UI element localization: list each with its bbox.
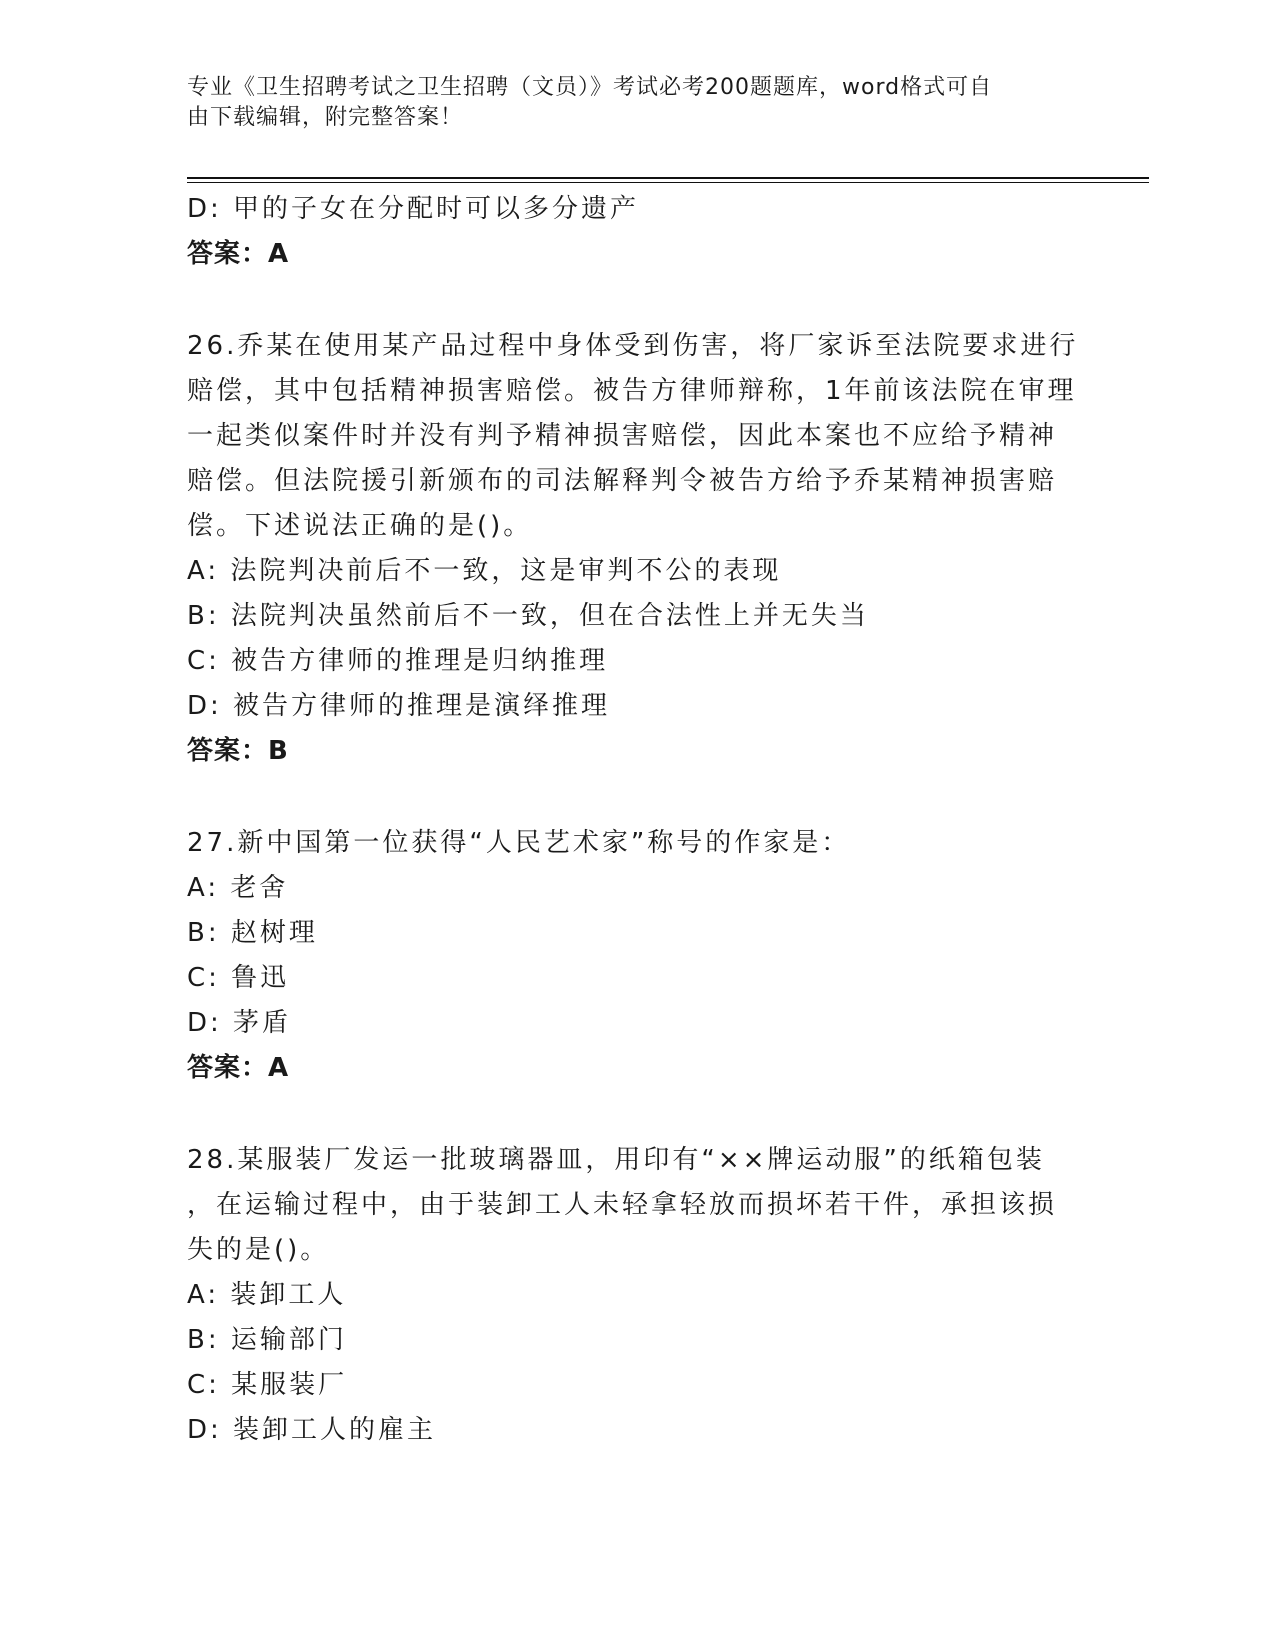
header-line-1: 专业《卫生招聘考试之卫生招聘（文员）》考试必考200题题库，word格式可自 xyxy=(187,75,993,100)
question-25-tail xyxy=(187,187,1087,277)
question-stem-line: 26.乔某在使用某产品过程中身体受到伤害，将厂家诉至法院要求进行 xyxy=(187,331,1079,361)
spacer xyxy=(187,1091,1087,1138)
answer-line: 答案：A xyxy=(187,1053,290,1083)
spacer xyxy=(187,277,1087,324)
question-28 xyxy=(187,1138,1087,1453)
header-rule-thick xyxy=(187,177,1149,179)
question-stem-line: 失的是()。 xyxy=(187,1235,330,1265)
spacer xyxy=(187,774,1087,821)
option-c: C: 鲁迅 xyxy=(187,963,290,993)
option-a: A: 法院判决前后不一致，这是审判不公的表现 xyxy=(187,556,782,586)
option-d: D: 甲的子女在分配时可以多分遗产 xyxy=(187,194,640,224)
question-27 xyxy=(187,821,1087,1091)
option-a: A: 老舍 xyxy=(187,873,289,903)
answer-line: 答案：A xyxy=(187,239,290,269)
answer-line: 答案：B xyxy=(187,736,289,766)
question-stem-line: 一起类似案件时并没有判予精神损害赔偿，因此本案也不应给予精神 xyxy=(187,421,1058,451)
question-stem-line: 偿。下述说法正确的是()。 xyxy=(187,511,533,541)
option-c: C: 被告方律师的推理是归纳推理 xyxy=(187,646,609,676)
option-a: A: 装卸工人 xyxy=(187,1280,347,1310)
option-d: D: 茅盾 xyxy=(187,1008,292,1038)
header-rule-thin xyxy=(187,182,1149,183)
option-c: C: 某服装厂 xyxy=(187,1370,348,1400)
document-header xyxy=(187,73,1067,133)
option-d: D: 被告方律师的推理是演绎推理 xyxy=(187,691,611,721)
question-stem-line: 赔偿。但法院援引新颁布的司法解释判令被告方给予乔某精神损害赔 xyxy=(187,466,1058,496)
option-b: B: 运输部门 xyxy=(187,1325,347,1355)
question-stem-line: 赔偿，其中包括精神损害赔偿。被告方律师辩称，1年前该法院在审理 xyxy=(187,376,1077,406)
question-stem-line: 27.新中国第一位获得“人民艺术家”称号的作家是： xyxy=(187,828,851,858)
option-b: B: 法院判决虽然前后不一致，但在合法性上并无失当 xyxy=(187,601,869,631)
header-line-2: 由下载编辑，附完整答案！ xyxy=(187,105,464,130)
option-d: D: 装卸工人的雇主 xyxy=(187,1415,437,1445)
question-stem-line: ，在运输过程中，由于装卸工人未轻拿轻放而损坏若干件，承担该损 xyxy=(187,1190,1058,1220)
option-b: B: 赵树理 xyxy=(187,918,318,948)
question-stem-line: 28.某服装厂发运一批玻璃器皿，用印有“××牌运动服”的纸箱包装 xyxy=(187,1145,1045,1175)
question-list xyxy=(187,187,1087,1453)
question-26 xyxy=(187,324,1087,774)
